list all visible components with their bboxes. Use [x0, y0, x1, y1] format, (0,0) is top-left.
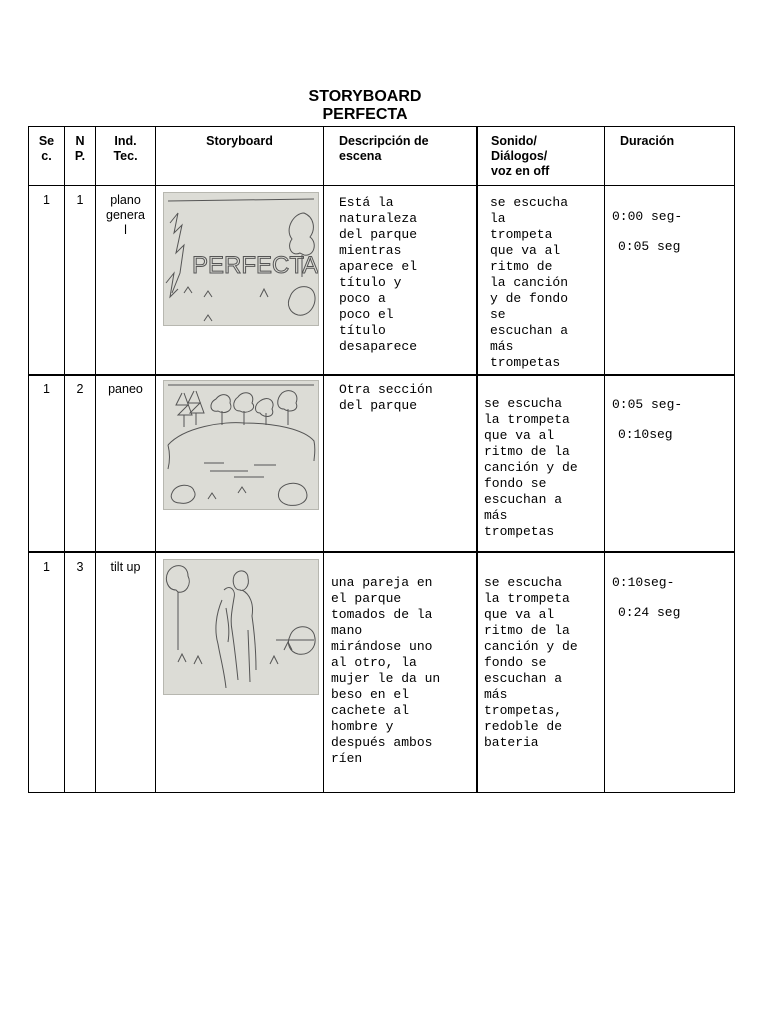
row-duracion-end: 0:05 seg: [618, 239, 681, 254]
table-border-left: [28, 126, 29, 793]
table-divider: [28, 551, 735, 553]
row-ind-tec: paneo: [108, 382, 143, 396]
table-divider: [28, 185, 735, 186]
row-sec: 1: [43, 193, 50, 207]
header-duracion: Duración: [620, 134, 675, 148]
table-col-divider: [155, 126, 156, 793]
table-border-bottom: [28, 792, 735, 793]
header-ind-tec: Ind. Tec.: [113, 134, 138, 163]
row-np: 3: [76, 560, 84, 574]
row-duracion-start: 0:00 seg-: [612, 209, 683, 224]
row-duracion-end: 0:10seg: [618, 427, 673, 442]
row-ind-tec: tilt up: [110, 560, 141, 574]
row-sec: 1: [43, 382, 50, 396]
row-sonido: se escucha la trompeta que va al ritmo de la canción y de fondo se escuchan a más trompetas: [490, 195, 569, 370]
document-subtitle: PERFECTA: [322, 106, 408, 123]
table-col-divider: [476, 126, 478, 793]
row-np: 2: [76, 382, 84, 396]
header-storyboard: Storyboard: [206, 134, 273, 148]
header-sonido: Sonido/ Diálogos/ voz en off: [491, 134, 550, 178]
storyboard-sketch-title: [163, 192, 319, 326]
table-border-right: [734, 126, 735, 793]
row-descripcion: una pareja en el parque tomados de la mano mirándose uno al otro, la mujer le da un beso en el cachete al hombre y después ambos ríen: [331, 575, 441, 766]
table-col-divider: [323, 126, 324, 793]
document-title: STORYBOARD: [308, 88, 422, 105]
header-np: N P.: [74, 134, 86, 163]
row-duracion-start: 0:05 seg-: [612, 397, 683, 412]
storyboard-sketch-park: [163, 380, 319, 510]
row-duracion-start: 0:10seg-: [612, 575, 675, 590]
row-ind-tec: plano genera l: [106, 193, 145, 237]
sketch-title-text: PERFECTA: [192, 252, 318, 279]
row-descripcion: Otra sección del parque: [339, 382, 433, 413]
table-col-divider: [604, 126, 605, 793]
table-border-top: [28, 126, 735, 127]
storyboard-sketch-couple: [163, 559, 319, 695]
table-divider: [28, 374, 735, 376]
table-col-divider: [64, 126, 65, 793]
row-duracion-end: 0:24 seg: [618, 605, 681, 620]
row-np: 1: [76, 193, 84, 207]
row-sec: 1: [43, 560, 50, 574]
row-descripcion: Está la naturaleza del parque mientras aparece el título y poco a poco el título desaparece: [339, 195, 418, 354]
row-sonido: se escucha la trompeta que va al ritmo de la canción y de fondo se escuchan a más trompetas: [484, 396, 578, 539]
row-sonido: se escucha la trompeta que va al ritmo de la canción y de fondo se escuchan a más trompetas, redoble de bateria: [484, 575, 578, 750]
header-descripcion: Descripción de escena: [339, 134, 429, 163]
header-sec: Se c.: [38, 134, 55, 163]
